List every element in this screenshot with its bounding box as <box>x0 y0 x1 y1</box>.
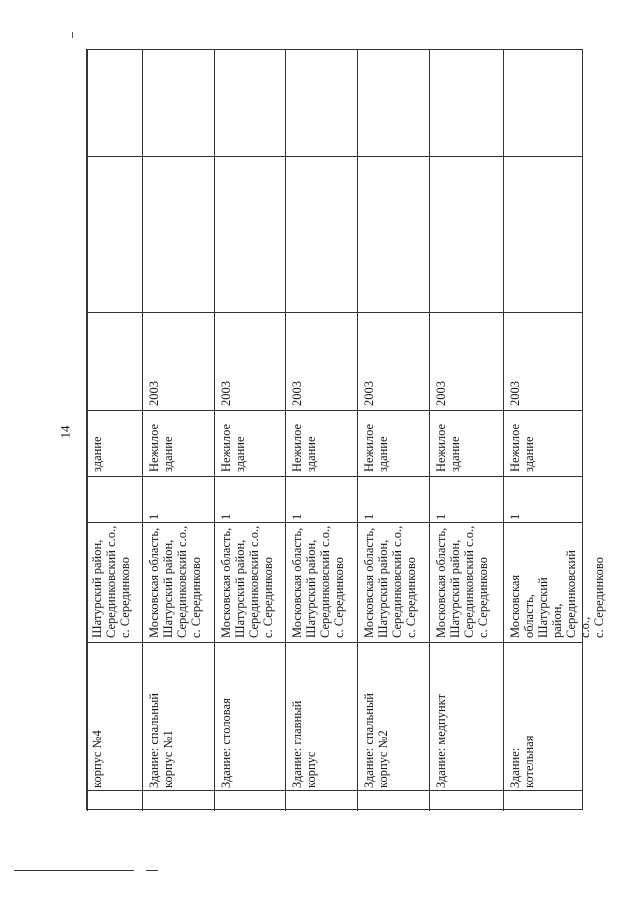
row-3-type: Нежилое здание <box>290 423 318 472</box>
page-number: 14 <box>57 425 73 439</box>
row-3-address: Московская область, Шатурский район, Серединковский с.о., с. Серединково <box>290 525 346 638</box>
row-5-type: Нежилое здание <box>434 423 462 472</box>
row-0-type: здание <box>90 436 104 472</box>
column-divider <box>87 156 582 157</box>
row-2-address: Московская область, Шатурский район, Серединковский с.о., с. Серединково <box>219 525 275 638</box>
row-divider <box>285 50 286 811</box>
column-divider <box>87 312 582 313</box>
row-1-year: 2003 <box>147 381 161 406</box>
row-0-address: Шатурский район, Серединковский с.о., с. Серединково <box>90 525 132 638</box>
row-3-count: 1 <box>290 513 304 520</box>
row-5-count: 1 <box>434 513 448 520</box>
row-1-type: Нежилое здание <box>147 423 175 472</box>
row-divider <box>142 50 143 811</box>
row-2-year: 2003 <box>219 381 233 406</box>
row-6-count: 1 <box>508 513 522 520</box>
row-4-name: Здание: спальный корпус №2 <box>362 693 390 788</box>
row-2-type: Нежилое здание <box>219 423 247 472</box>
row-divider <box>429 50 430 811</box>
row-6-address: Московская область, Шатурский район, Серединковский с.о., с. Серединково <box>508 550 606 638</box>
row-divider <box>357 50 358 811</box>
row-1-address: Московская область, Шатурский район, Серединковский с.о., с. Серединково <box>147 525 203 638</box>
row-divider <box>87 50 88 811</box>
row-4-type: Нежилое здание <box>362 423 390 472</box>
row-3-name: Здание: главный корпус <box>290 700 318 788</box>
row-1-name: Здание: спальный корпус №1 <box>147 693 175 788</box>
row-divider <box>503 50 504 811</box>
column-divider <box>87 642 582 643</box>
row-5-address: Московская область, Шатурский район, Серединковский с.о., с. Серединково <box>434 525 490 638</box>
row-1-count: 1 <box>147 513 161 520</box>
row-divider <box>214 50 215 811</box>
row-6-year: 2003 <box>508 381 522 406</box>
building-table <box>86 49 606 810</box>
footer-rule-short <box>146 870 158 871</box>
row-5-year: 2003 <box>434 381 448 406</box>
row-4-count: 1 <box>362 513 376 520</box>
column-divider <box>87 790 582 791</box>
row-2-count: 1 <box>219 513 233 520</box>
row-4-address: Московская область, Шатурский район, Серединковский с.о., с. Серединково <box>362 525 418 638</box>
row-5-name: Здание: медпункт <box>434 693 448 788</box>
column-divider <box>87 410 582 411</box>
column-divider <box>87 522 582 523</box>
row-4-year: 2003 <box>362 381 376 406</box>
corner-mark <box>72 32 73 38</box>
footer-rule <box>14 870 134 871</box>
row-3-year: 2003 <box>290 381 304 406</box>
row-6-name: Здание: котельная <box>508 735 536 788</box>
row-6-type: Нежилое здание <box>508 423 536 472</box>
column-divider <box>87 476 582 477</box>
row-0-name: корпус №4 <box>90 730 104 788</box>
row-2-name: Здание: столовая <box>219 698 233 788</box>
